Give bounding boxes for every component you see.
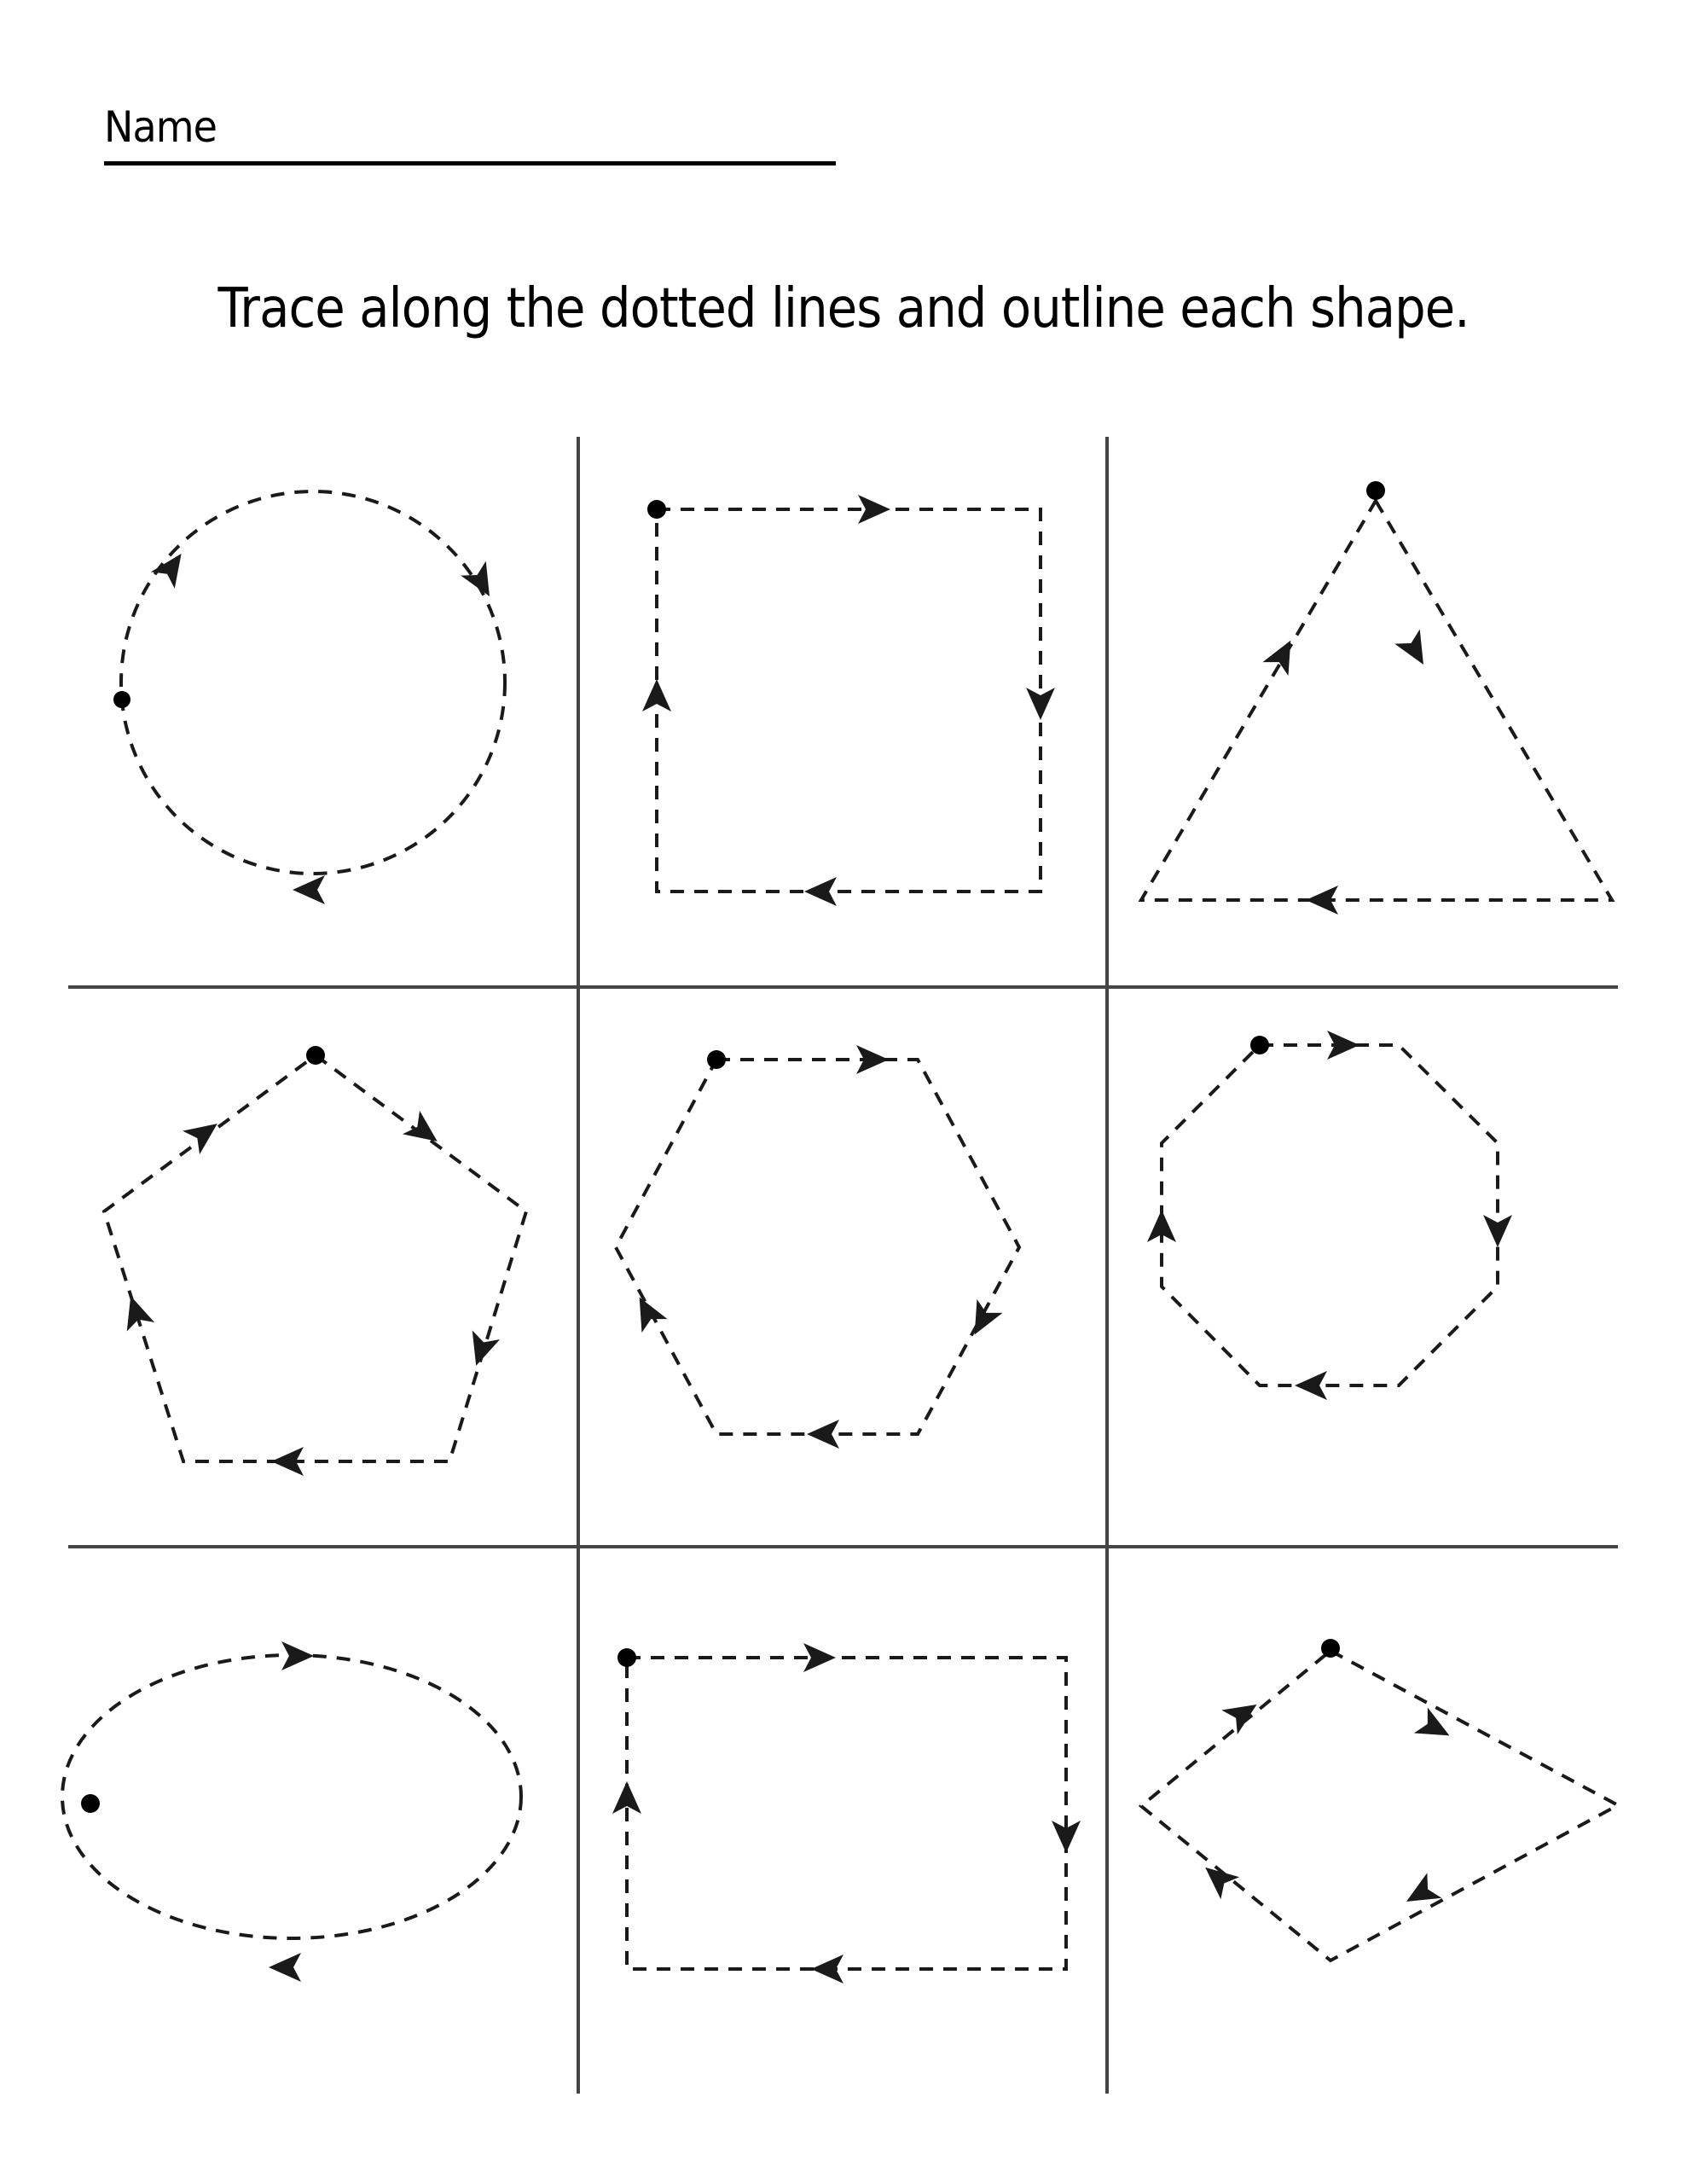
arrow-icon [1483, 1215, 1512, 1247]
arrow-icon [1399, 1873, 1441, 1914]
start-dot-icon [617, 1648, 636, 1667]
arrow-icon [1394, 630, 1435, 672]
start-dot-icon [1321, 1639, 1340, 1658]
arrow-icon [1026, 688, 1055, 720]
shape-square[interactable] [642, 495, 1055, 906]
arrow-icon [962, 1299, 1003, 1342]
start-dot-icon [306, 1046, 325, 1065]
shape-triangle[interactable] [1141, 481, 1612, 915]
arrow-icon [1414, 1707, 1457, 1748]
shape-rhombus[interactable] [1141, 1639, 1618, 1960]
name-label: Name [104, 102, 217, 152]
instructions-heading: Trace along the dotted lines and outline each shape. [217, 277, 1470, 340]
shape-rectangle[interactable] [612, 1643, 1081, 1984]
shape-circle[interactable] [113, 491, 505, 904]
arrow-icon [627, 1291, 668, 1333]
arrow-icon [807, 1420, 839, 1449]
start-dot-icon [647, 500, 666, 519]
start-dot-icon [113, 691, 130, 708]
shape-hexagon[interactable] [616, 1045, 1019, 1449]
arrow-icon [858, 495, 890, 524]
arrow-icon [462, 1331, 500, 1371]
arrow-icon [811, 1955, 844, 1984]
arrow-icon [293, 875, 325, 904]
arrow-icon [642, 679, 671, 712]
shape-pentagon[interactable] [104, 1046, 526, 1476]
arrow-icon [1221, 1693, 1264, 1734]
start-dot-icon [1366, 481, 1385, 500]
shape-octagon[interactable] [1147, 1031, 1512, 1400]
start-dot-icon [707, 1050, 726, 1069]
arrow-icon [803, 1643, 836, 1672]
arrow-icon [269, 1953, 301, 1982]
start-dot-icon [1250, 1036, 1269, 1054]
grid-lines [68, 437, 1618, 2094]
arrow-icon [804, 877, 837, 906]
arrow-icon [1196, 1856, 1239, 1899]
arrow-icon [117, 1292, 154, 1332]
arrow-icon [281, 1641, 314, 1670]
start-dot-icon [81, 1794, 100, 1813]
arrow-icon [1295, 1371, 1327, 1400]
shape-oval[interactable] [62, 1641, 521, 1982]
arrow-icon [1262, 634, 1303, 677]
